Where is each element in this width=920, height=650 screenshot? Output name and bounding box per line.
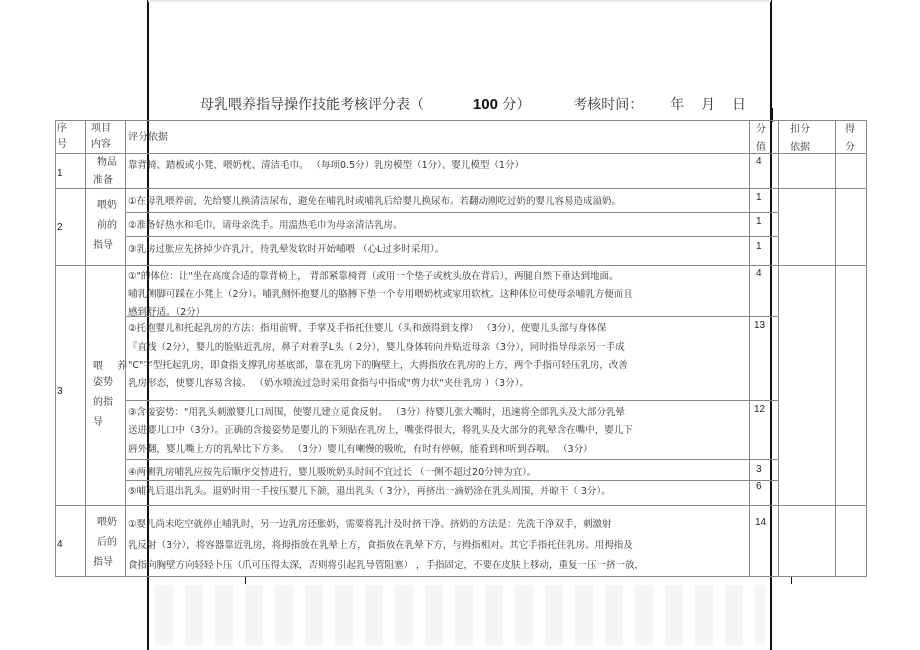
row3-points-4: 3 (756, 464, 762, 475)
table-top-border (55, 120, 867, 121)
row3-e3-line1: ③含接姿势："用乳头刺激婴儿口周围，使婴儿建立觅食反射。 （3分）待婴儿张大嘴时，迅速将全部乳头及大部分乳晕 (128, 407, 625, 418)
row3-item-lines (93, 373, 113, 433)
row4-e1-line1: ①婴儿尚未吃空就停止哺乳时，另一边乳房还胀奶，需要将乳汁及时挤干净。挤奶的方法是：先洗干净双手，刺激射 (128, 519, 612, 530)
col-criteria-border (749, 120, 750, 577)
row2-sub1 (125, 212, 778, 213)
row3-item-yang: 养 (117, 361, 127, 372)
col-points-border (778, 120, 779, 577)
exam-time-label: 考核时间： (573, 97, 644, 113)
row4-e1-line2: 乳反射（3分），将容器靠近乳房，将拇指放在乳晕上方，食指放在乳晕下方，与拇指相对。其它手指托住乳房。用拇指及 (128, 540, 633, 551)
bleed-through-texture (155, 585, 765, 645)
header-item-line2: 内容 (91, 139, 111, 150)
row3-sub4 (125, 480, 778, 481)
row4-seq: 4 (57, 539, 63, 550)
row3-e3-line2: 送进婴儿口中（3分）。正确的含接姿势是婴儿的下须贴在乳房上，嘴张得很大，将乳头及大部分的乳晕含在嘴中，婴儿下 (128, 425, 633, 436)
row3-points-2: 13 (754, 320, 766, 331)
header-seq (57, 121, 85, 153)
header-seq-line2: 号 (57, 139, 67, 150)
row3-points-5: 6 (756, 481, 762, 492)
row2-criteria-3: ③乳房过胀应先挤掉少许乳汁，待乳晕发软时开始哺喂 （心L过多时采用）。 (128, 244, 445, 255)
row1-points: 4 (756, 156, 762, 167)
header-item-line1: 项目 (91, 123, 111, 134)
header-bottom-border (55, 153, 867, 154)
row3-item-line4: 导 (93, 417, 103, 428)
row1-item-line1: 物品 (97, 157, 117, 168)
row2-criteria-2: ②准备好热水和毛巾，请母亲洗手。用温热毛巾为母亲清洁乳房。 (128, 220, 403, 231)
row4-item (93, 513, 117, 573)
row3-points-3: 12 (754, 404, 766, 415)
header-score (845, 121, 855, 157)
row3-sub2 (125, 400, 778, 401)
row3-e1-line2: 哺乳侧脚可踩在小凳上（2分）。哺乳侧怀抱婴儿的胳膊下垫一个专用喂奶枕或家用软枕。这种体位可使母亲哺乳方便而且 (128, 289, 633, 300)
header-points-line1: 分 (756, 124, 766, 135)
row3-e2-line1: ②托抱婴儿和托起乳房的方法：指用前臂、手掌及手指托住婴儿（头和颈得到支撑） （3分），使婴儿头部与身体保 (128, 323, 607, 334)
row3-sub3 (125, 459, 778, 460)
header-score-line2: 分 (845, 142, 855, 153)
row3-e2-line3: "C"字型托起乳房，即食指支撑乳房基底部，靠在乳房下的胸壁上，大拇指放在乳房的上方，两个手指可轻压乳房，改善 (128, 360, 628, 371)
row2-points-3: 1 (756, 241, 762, 252)
row3-seq: 3 (57, 386, 63, 397)
row3-bottom-border (55, 505, 867, 506)
table-bottom-border (55, 576, 867, 577)
title-main: 母乳喂养指导操作技能考核评分表（ (200, 97, 424, 113)
title-score: 100 (472, 96, 498, 113)
row3-e1-line3: 感到舒适。（2分） (128, 307, 206, 318)
row3-item-line3: 的指 (93, 397, 113, 408)
row2-item-line1: 喂奶 (97, 200, 117, 211)
header-deduction-line1: 扣分 (790, 124, 810, 135)
row3-e2-line4: 乳房形态，使婴儿容易含接。 （奶水喷流过急时采用食指与中指成"剪力状"夹住乳房 ）（3分）。 (128, 378, 529, 389)
page-right-edge (770, 0, 772, 650)
row1-item (93, 154, 117, 190)
col-seq-border (85, 120, 86, 577)
page-title (200, 94, 760, 114)
header-deduction-line2: 依据 (790, 142, 810, 153)
header-score-line1: 得 (845, 124, 855, 135)
footer-tick-right (791, 576, 792, 584)
col-right-border (866, 120, 867, 577)
row3-e4-line1: ④两侧乳房哺乳应按先后顺序交替进行，婴儿吸吮奶头时间不宜过长 （一侧不超过20分钟为宜）。 (128, 467, 537, 478)
page-top-edge (148, 0, 771, 2)
row4-points: 14 (755, 517, 767, 528)
col-deduction-border (835, 120, 836, 577)
exam-month: 月 (701, 97, 716, 113)
footer-tick (245, 576, 246, 584)
row3-points-1: 4 (756, 268, 762, 279)
col-item-border (125, 120, 126, 577)
row1-criteria: 靠背椅、踏板或小凳、喂奶枕、清洁毛巾。 （每项0.5分）乳房模型（1分）、婴儿模型（1分） (128, 160, 524, 171)
row4-item-line1: 喂奶 (97, 517, 117, 528)
row3-e2-line2: 『直线（2分），婴儿的脸贴近乳房，鼻子对着孚L头（ 2分），婴儿身体转向并贴近母亲（3分），同时指导母亲另一手成 (128, 342, 625, 353)
row2-points-1: 1 (756, 192, 762, 203)
row4-item-line2: 后的 (97, 537, 117, 548)
row3-item-wei: 喂 (93, 361, 103, 372)
row1-seq: 1 (57, 168, 63, 179)
row3-e3-line3: 唇外翻，婴儿嘴上方的乳晕比下方多。 （3分）婴儿有喇慢的吸吮，有时有停顿，能看到和听到吞咽。 （3分） (128, 444, 593, 455)
row1-item-line2: 准备 (93, 175, 113, 186)
title-score-unit: 分） (502, 97, 531, 113)
header-points-line2: 值 (756, 142, 766, 153)
exam-day: 日 (732, 97, 747, 113)
col-left-border (55, 120, 56, 577)
row1-bottom-border (55, 188, 867, 189)
row2-seq: 2 (57, 222, 63, 233)
row2-bottom-border (55, 265, 867, 266)
row3-e5-line1: ⑤哺乳后退出乳头。退奶时用一手按压婴儿下颌，退出乳头（ 3分），再挤出一滴奶涂在乳头周围，并晾干（ 3分）。 (128, 486, 611, 497)
row3-item-line2: 姿势 (93, 377, 113, 388)
row4-item-line3: 指导 (93, 557, 113, 568)
row2-item (93, 196, 117, 256)
header-item (91, 121, 125, 153)
row2-item-line3: 指导 (93, 240, 113, 251)
header-seq-line1: 序 (57, 123, 67, 134)
row2-item-line2: 前的 (97, 220, 117, 231)
header-deduction (790, 121, 810, 157)
row2-criteria-1: ①在母乳喂养前，先给婴儿换清洁尿布，避免在哺乳时或哺乳后给婴儿换尿布。若翻动刚吃过奶的婴儿容易造成溢奶。 (128, 196, 622, 207)
header-criteria: 评分依据 (128, 132, 168, 143)
exam-year: 年 (670, 97, 685, 113)
row3-e1-line1: ①"的体位：让"坐在高度合适的靠背椅上， 背部紧靠椅背（或用一个垫子或枕头放在背后），两腿自然下垂达到地面。 (128, 271, 619, 282)
row4-e1-line3: 食指向胸壁方向轻轻卜压（爪可压得太深，否则将引起乳导管阻塞） ，手指固定，不要在皮肤上移动，重复一压一挤一放， (128, 560, 645, 571)
row3-sub1 (125, 316, 778, 317)
row2-sub2 (125, 236, 778, 237)
row2-points-2: 1 (756, 216, 762, 227)
